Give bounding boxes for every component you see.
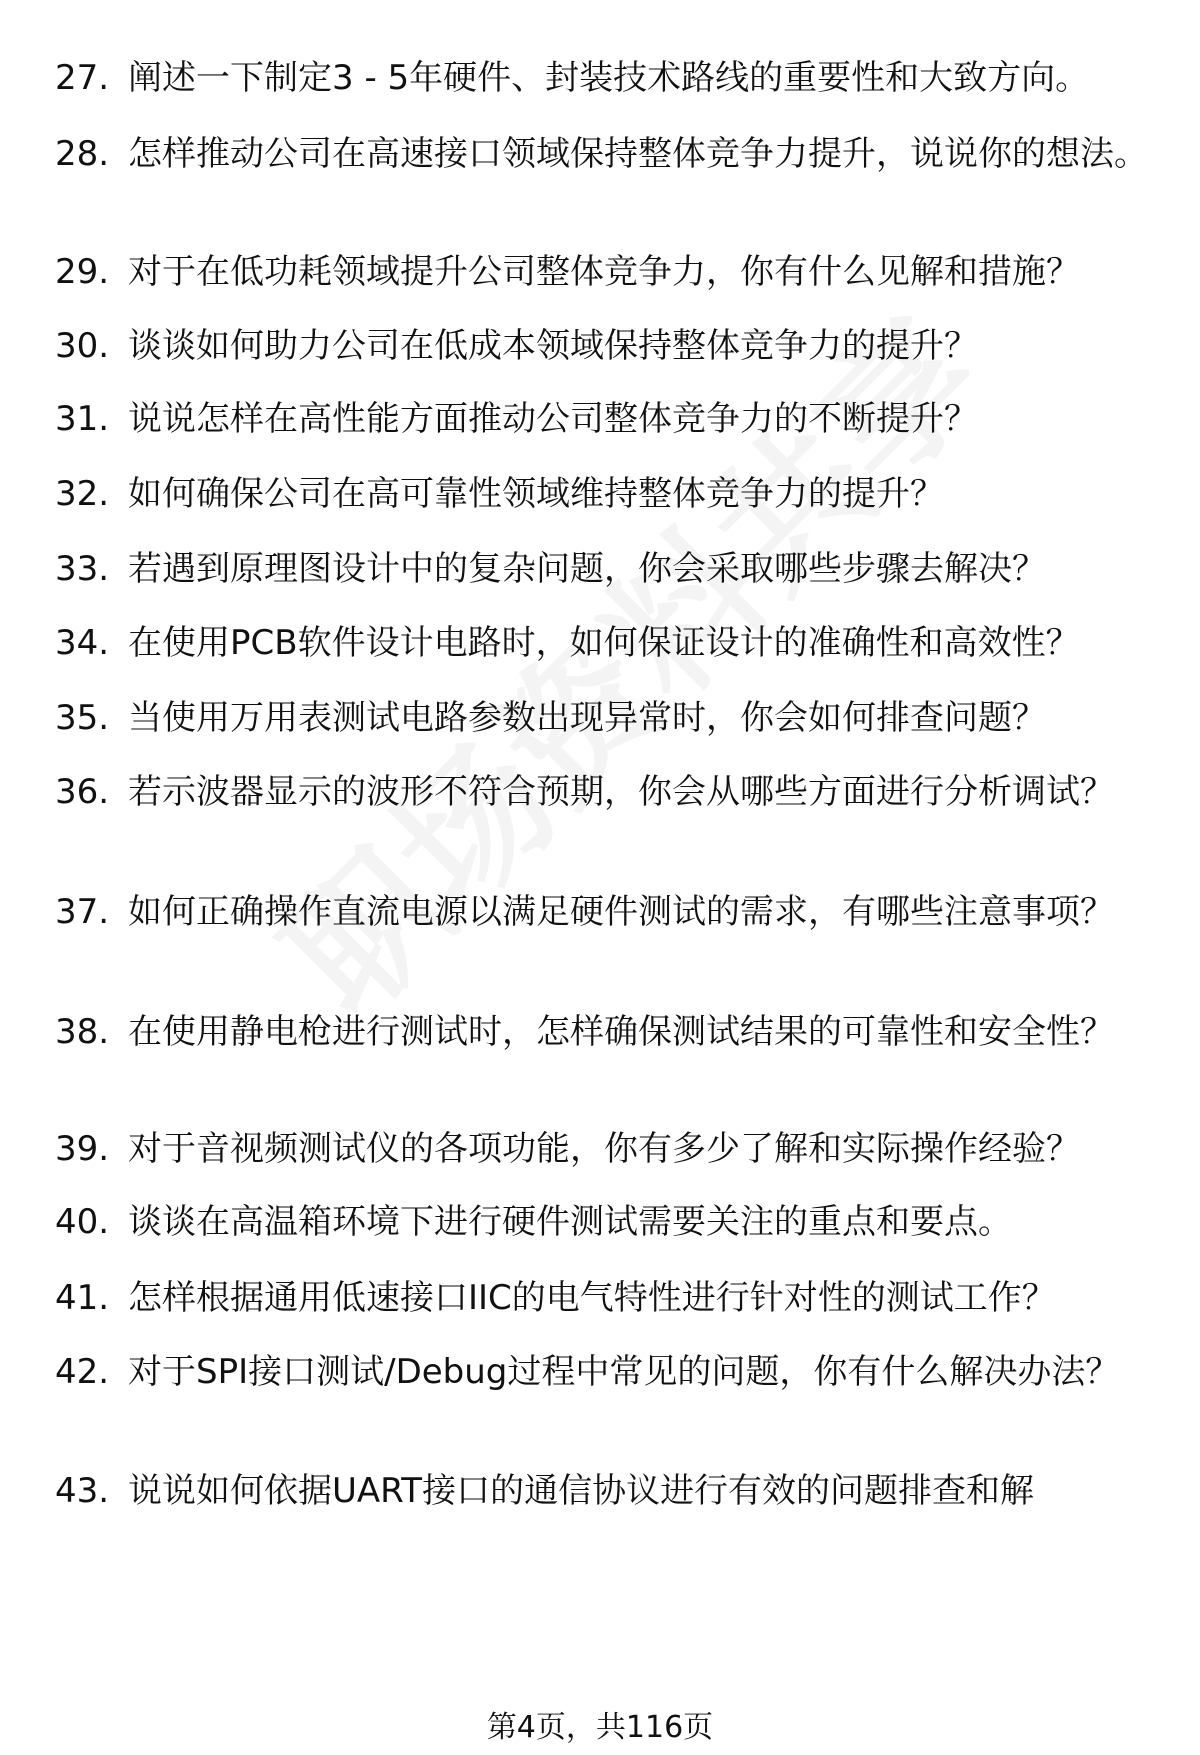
question-text: 怎样根据通用低速接口IIC的电气特性进行针对性的测试工作？ xyxy=(128,1278,1056,1318)
question-text: 若遇到原理图设计中的复杂问题，你会采取哪些步骤去解决？ xyxy=(128,549,1046,589)
question-number: 35. xyxy=(55,698,110,738)
question-number: 39. xyxy=(55,1129,110,1169)
question-number: 36. xyxy=(55,772,110,812)
question-text: 若示波器显示的波形不符合预期，你会从哪些方面进行分析调试？ xyxy=(128,772,1114,812)
question-text: 如何正确操作直流电源以满足硬件测试的需求，有哪些注意事项？ xyxy=(128,892,1114,932)
question-number: 27. xyxy=(55,58,110,98)
question-number: 29. xyxy=(55,252,110,292)
question-number: 40. xyxy=(55,1202,110,1242)
question-number: 33. xyxy=(55,549,110,589)
question-number: 34. xyxy=(55,623,110,663)
question-number: 37. xyxy=(55,892,110,932)
question-text: 谈谈在高温箱环境下进行硬件测试需要关注的重点和要点。 xyxy=(128,1202,1012,1242)
question-number: 28. xyxy=(55,134,110,174)
question-text: 在使用静电枪进行测试时，怎样确保测试结果的可靠性和安全性？ xyxy=(128,1012,1114,1052)
question-text: 对于在低功耗领域提升公司整体竞争力，你有什么见解和措施？ xyxy=(128,252,1080,292)
question-number: 30. xyxy=(55,326,110,366)
question-text: 阐述一下制定3 - 5年硬件、封装技术路线的重要性和大致方向。 xyxy=(128,58,1090,98)
question-text: 说说如何依据UART接口的通信协议进行有效的问题排查和解 xyxy=(128,1471,1035,1511)
question-text: 谈谈如何助力公司在低成本领域保持整体竞争力的提升？ xyxy=(128,326,978,366)
question-number: 38. xyxy=(55,1012,110,1052)
question-text: 说说怎样在高性能方面推动公司整体竞争力的不断提升？ xyxy=(128,399,978,439)
page-footer: 第4页，共116页 xyxy=(486,1710,714,1745)
question-text: 当使用万用表测试电路参数出现异常时，你会如何排查问题？ xyxy=(128,698,1046,738)
question-text: 对于音视频测试仪的各项功能，你有多少了解和实际操作经验？ xyxy=(128,1129,1080,1169)
question-text: 对于SPI接口测试/Debug过程中常见的问题，你有什么解决办法？ xyxy=(128,1352,1120,1392)
question-number: 32. xyxy=(55,474,110,514)
question-text: 在使用PCB软件设计电路时，如何保证设计的准确性和高效性？ xyxy=(128,623,1080,663)
question-text: 如何确保公司在高可靠性领域维持整体竞争力的提升？ xyxy=(128,474,944,514)
question-text: 怎样推动公司在高速接口领域保持整体竞争力提升，说说你的想法。 xyxy=(128,134,1148,174)
question-number: 41. xyxy=(55,1278,110,1318)
question-number: 43. xyxy=(55,1471,110,1511)
question-number: 31. xyxy=(55,399,110,439)
question-number: 42. xyxy=(55,1352,110,1392)
